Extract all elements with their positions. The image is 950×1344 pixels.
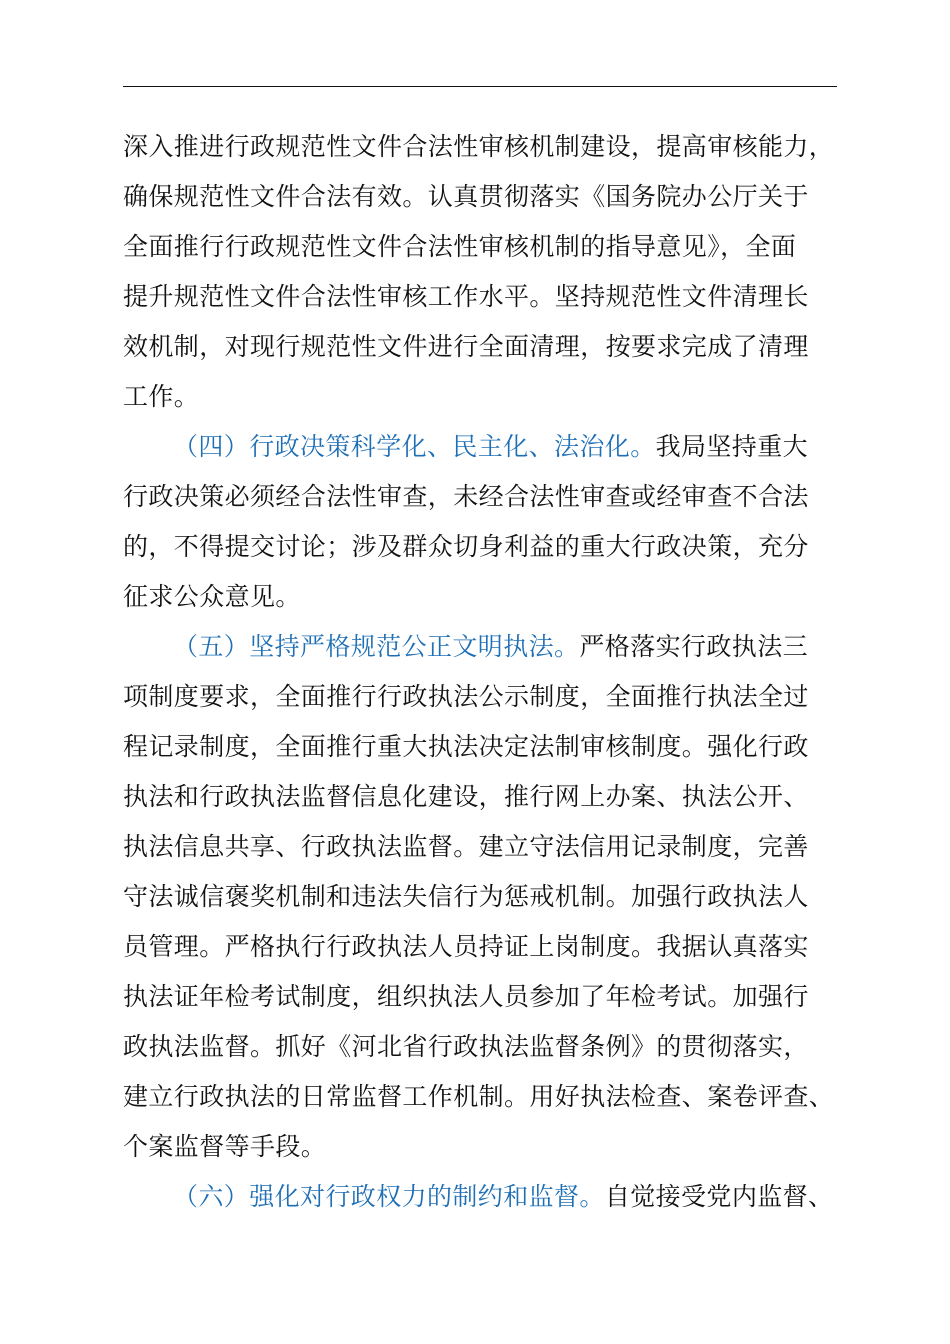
section-6-heading: （六）强化对行政权力的制约和监督。 — [173, 1182, 605, 1211]
text-line: 效机制，对现行规范性文件进行全面清理，按要求完成了清理 — [123, 332, 809, 361]
section-6 — [123, 1172, 868, 1222]
section-5-lead-text: 严格落实行政执法三 — [579, 632, 809, 661]
text-line: 守法诚信褒奖机制和违法失信行为惩戒机制。加强行政执法人 — [123, 882, 809, 911]
text-line: 深入推进行政规范性文件合法性审核机制建设，提高审核能力， — [123, 132, 835, 161]
text-line: 员管理。严格执行行政执法人员持证上岗制度。我据认真落实 — [123, 932, 809, 961]
text-line: 程记录制度，全面推行重大执法决定法制审核制度。强化行政 — [123, 732, 809, 761]
text-line: 工作。 — [123, 382, 200, 411]
text-line: 个案监督等手段。 — [123, 1132, 327, 1161]
text-line: 执法信息共享、行政执法监督。建立守法信用记录制度，完善 — [123, 832, 809, 861]
section-4 — [123, 422, 868, 622]
section-5-heading: （五）坚持严格规范公正文明执法。 — [173, 632, 580, 661]
text-line: 政执法监督。抓好《河北省行政执法监督条例》的贯彻落实， — [123, 1032, 809, 1061]
section-4-lead-text: 我局坚持重大 — [655, 432, 809, 461]
text-line: 的，不得提交讨论；涉及群众切身利益的重大行政决策，充分 — [123, 532, 809, 561]
section-4-first-line — [123, 422, 868, 472]
text-line: 行政决策必须经合法性审查，未经合法性审查或经审查不合法 — [123, 482, 809, 511]
text-line: 提升规范性文件合法性审核工作水平。坚持规范性文件清理长 — [123, 282, 809, 311]
section-6-lead-text: 自觉接受党内监督、 — [604, 1182, 834, 1211]
text-line: 征求公众意见。 — [123, 582, 301, 611]
text-line: 执法和行政执法监督信息化建设，推行网上办案、执法公开、 — [123, 782, 809, 811]
section-4-heading: （四）行政决策科学化、民主化、法治化。 — [173, 432, 656, 461]
text-line: 确保规范性文件合法有效。认真贯彻落实《国务院办公厅关于 — [123, 182, 809, 211]
section-6-first-line — [123, 1172, 868, 1222]
text-line: 全面推行行政规范性文件合法性审核机制的指导意见》，全面 — [123, 232, 797, 261]
text-line: 执法证年检考试制度，组织执法人员参加了年检考试。加强行 — [123, 982, 809, 1011]
text-line: 项制度要求，全面推行行政执法公示制度，全面推行执法全过 — [123, 682, 809, 711]
header-rule — [123, 86, 837, 87]
document-body — [123, 122, 868, 1222]
section-5 — [123, 622, 868, 1172]
paragraph-regulatory-review — [123, 122, 868, 422]
text-line: 建立行政执法的日常监督工作机制。用好执法检查、案卷评查、 — [123, 1082, 835, 1111]
section-5-first-line — [123, 622, 868, 672]
